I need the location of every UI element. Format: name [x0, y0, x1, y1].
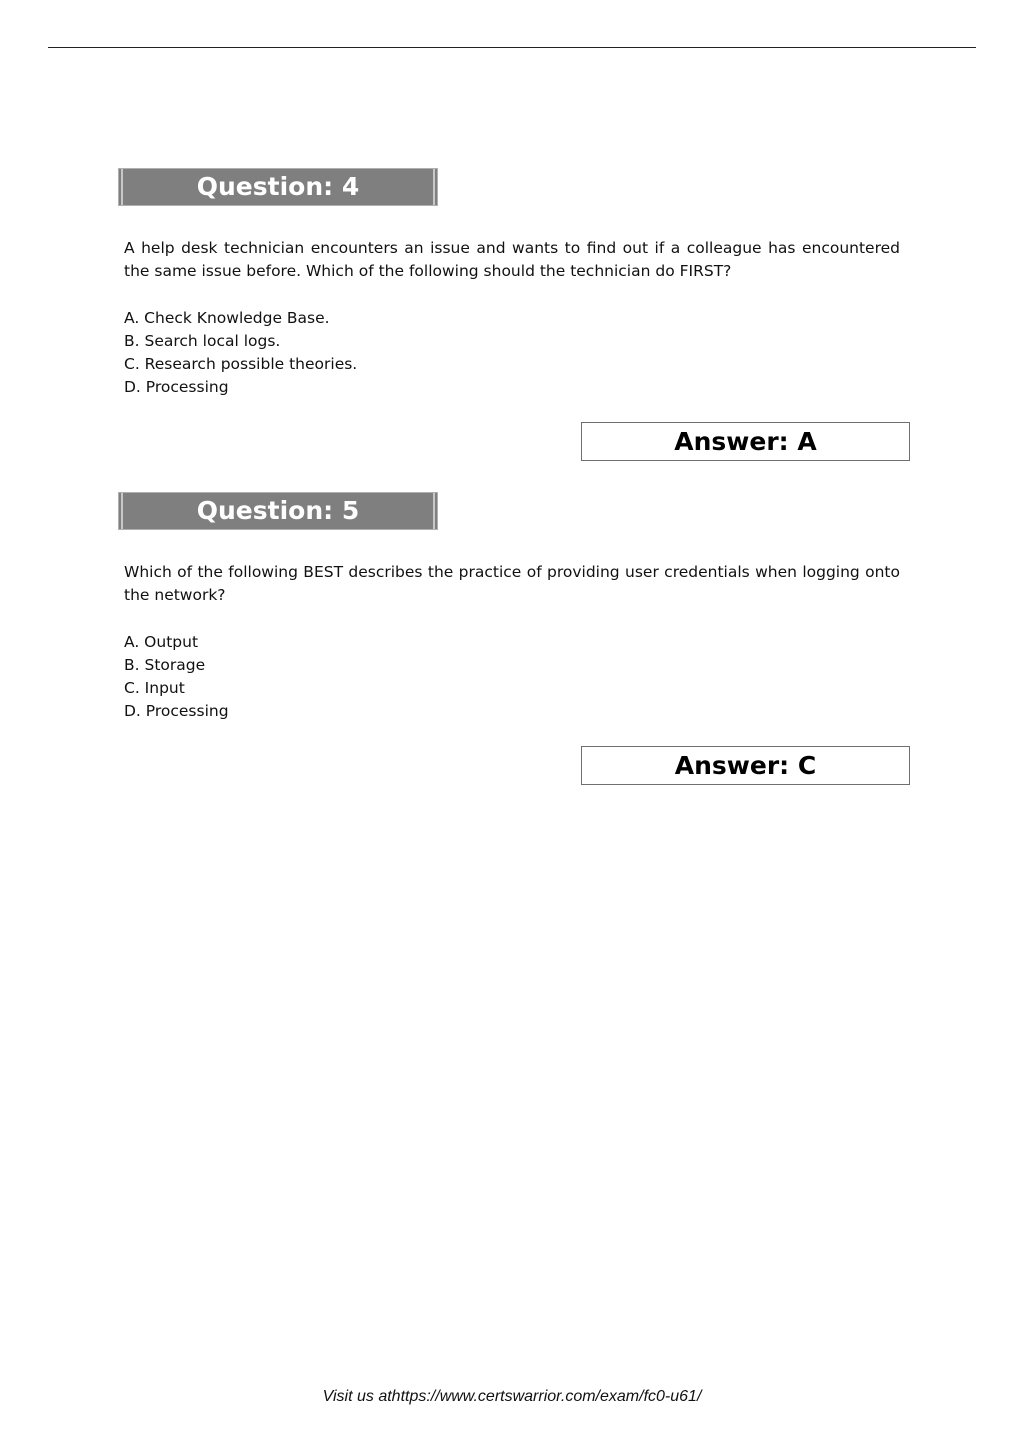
question-5-option-a: A. Output: [124, 633, 199, 651]
footer-visit-link[interactable]: Visit us athttps://www.certswarrior.com/exam/fc0-u61/: [322, 1388, 702, 1405]
question-5-title: Question: 5: [196, 496, 360, 525]
question-4-option-b: B. Search local logs.: [124, 332, 281, 350]
question-5-header: [118, 492, 438, 530]
question-4-text: A help desk technician encounters an issue and wants to find out if a colleague has encountered the same issue before. Which of the following should the technician do FIRST?: [124, 239, 900, 280]
question-4-options: [124, 307, 357, 399]
question-4-answer: Answer: A: [581, 422, 910, 461]
question-5-option-d: D. Processing: [124, 702, 229, 720]
question-5-options: [124, 631, 229, 723]
header-rule: [48, 47, 976, 48]
question-5-option-c: C. Input: [124, 679, 185, 697]
question-4-option-d: D. Processing: [124, 378, 229, 396]
question-5-text: Which of the following BEST describes the practice of providing user credentials when logging onto the network?: [124, 563, 900, 604]
question-4-header: [118, 168, 438, 206]
question-5-answer: Answer: C: [581, 746, 910, 785]
question-5-option-b: B. Storage: [124, 656, 206, 674]
question-4-title: Question: 4: [196, 172, 360, 201]
question-4-option-c: C. Research possible theories.: [124, 355, 358, 373]
question-4-option-a: A. Check Knowledge Base.: [124, 309, 330, 327]
